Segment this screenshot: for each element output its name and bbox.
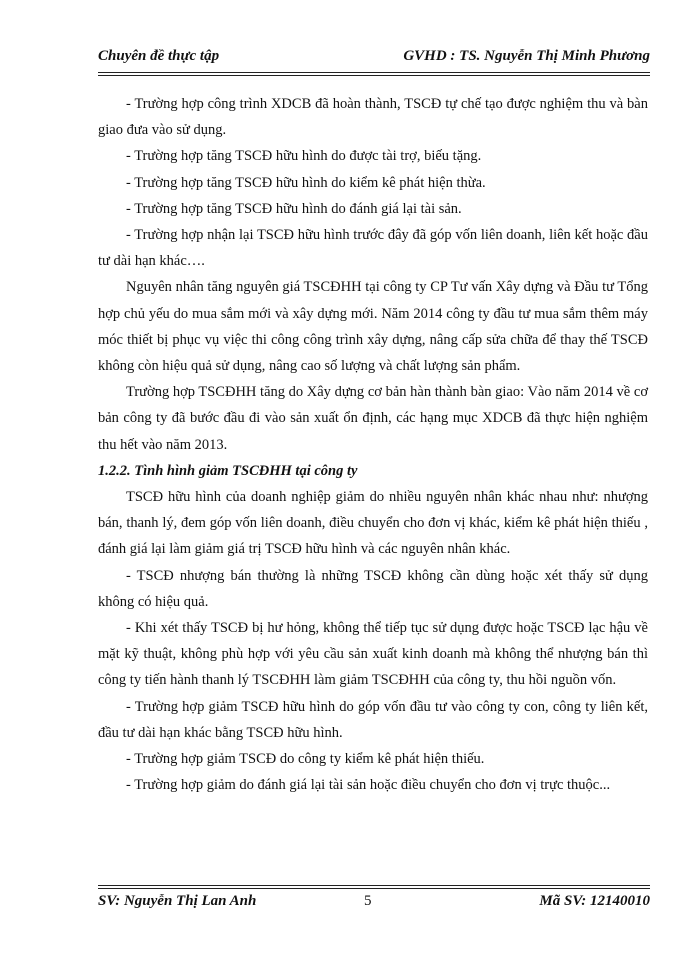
- paragraph: - Trường hợp giảm do đánh giá lại tài sản hoặc điều chuyển cho đơn vị trực thuộc...: [126, 777, 611, 794]
- paragraph: - Trường hợp tăng TSCĐ hữu hình do được tài trợ, biếu tặng.: [126, 148, 482, 165]
- paragraph: TSCĐ hữu hình của doanh nghiệp giảm do nhiều nguyên nhân khác nhau như: nhượng bán, thanh lý, đem góp vốn liên doanh, điều chuyển cho đơn vị khác, kiểm kê phát hiện thiếu , đánh giá lại làm giảm giá trị TSCĐ hữu hình và các nguyên nhân khác.: [98, 489, 648, 558]
- page-footer: [98, 893, 650, 917]
- page-header: [98, 44, 650, 74]
- paragraph: Trường hợp TSCĐHH tăng do Xây dựng cơ bản hàn thành bàn giao: Vào năm 2014 về cơ bản công ty đã bước đầu đi vào sản xuất ổn định, các hạng mục XDCB đã thực hiện nghiệm thu hết vào năm 2013.: [98, 384, 648, 453]
- header-rule-thin: [98, 75, 650, 76]
- footer-student: SV: Nguyễn Thị Lan Anh: [98, 893, 257, 909]
- paragraph: Nguyên nhân tăng nguyên giá TSCĐHH tại công ty CP Tư vấn Xây dựng và Đầu tư Tổng hợp chủ yếu do mua sắm mới và xây dựng mới. Năm 2014 công ty đầu tư mua sắm thêm máy móc thiết bị phục vụ việc thi công công trình xây dựng, nâng cấp sửa chữa để thay thế TSCĐ không còn hiệu quả sử dụng, nâng cao số lượng và chất lượng sản phẩm.: [98, 279, 648, 375]
- footer-student-id: Mã SV: 12140010: [539, 893, 650, 909]
- paragraph: - Trường hợp giảm TSCĐ do công ty kiểm kê phát hiện thiếu.: [126, 751, 485, 768]
- footer-rule-thin: [98, 888, 650, 889]
- header-supervisor: GVHD : TS. Nguyễn Thị Minh Phương: [403, 48, 650, 64]
- paragraph: - TSCĐ nhượng bán thường là những TSCĐ không cần dùng hoặc xét thấy sử dụng không có hiệu quả.: [98, 567, 648, 610]
- paragraph: - Trường hợp giảm TSCĐ hữu hình do góp vốn đầu tư vào công ty con, công ty liên kết, đầu tư dài hạn khác bằng TSCĐ hữu hình.: [98, 698, 648, 741]
- paragraph: - Trường hợp nhận lại TSCĐ hữu hình trước đây đã góp vốn liên doanh, liên kết hoặc đầu tư dài hạn khác….: [98, 227, 648, 270]
- page-number: 5: [364, 893, 372, 909]
- header-title: Chuyên đề thực tập: [98, 48, 220, 64]
- footer-rule: [98, 885, 650, 886]
- header-rule: [98, 72, 650, 73]
- paragraph: - Khi xét thấy TSCĐ bị hư hỏng, không thể tiếp tục sử dụng được hoặc TSCĐ lạc hậu về mặt kỹ thuật, không phù hợp với yêu cầu sản xuất kinh doanh mà không thể nhượng bán thì công ty tiến hành thanh lý TSCĐHH làm giảm TSCĐHH của công ty, thu hồi nguồn vốn.: [98, 620, 648, 689]
- paragraph: - Trường hợp công trình XDCB đã hoàn thành, TSCĐ tự chế tạo được nghiệm thu và bàn giao đưa vào sử dụng.: [98, 96, 648, 139]
- paragraph: - Trường hợp tăng TSCĐ hữu hình do đánh giá lại tài sản.: [126, 200, 462, 217]
- section-heading: 1.2.2. Tình hình giảm TSCĐHH tại công ty: [98, 462, 358, 479]
- page-body: [98, 91, 648, 798]
- paragraph: - Trường hợp tăng TSCĐ hữu hình do kiểm kê phát hiện thừa.: [126, 174, 486, 191]
